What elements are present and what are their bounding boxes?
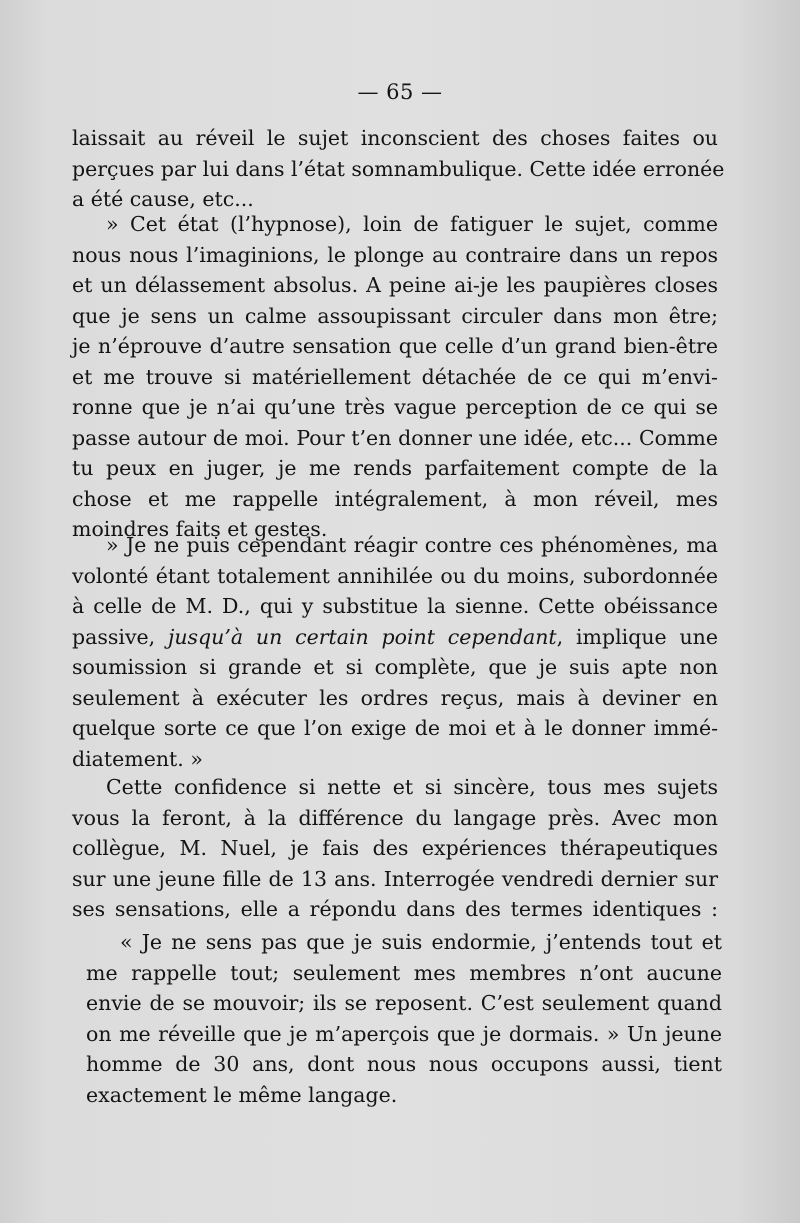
text-line: chose et me rappelle intégralement, à mon réveil, mes <box>72 486 718 511</box>
text-line: a été cause, etc... <box>72 187 254 211</box>
text-line: envie de se mouvoir; ils se reposent. C’est seulement quand <box>86 991 722 1015</box>
text-line: homme de 30 ans, dont nous nous occupons aussi, tient <box>86 1052 722 1076</box>
text-line: soumission si grande et si complète, que je suis apte non <box>72 655 718 679</box>
text-line: nous nous l’imaginions, le plonge au contraire dans un repos <box>72 242 718 267</box>
text-line: je n’éprouve d’autre sensation que celle d’un grand bien-être <box>72 334 718 358</box>
text-line: » Je ne puis cependant réagir contre ces phénomènes, ma <box>106 533 718 557</box>
text-line: que je sens un calme assoupissant circuler dans mon être; <box>72 303 718 328</box>
text-line: exactement le même langage. <box>86 1082 398 1107</box>
text-line: quelque sorte ce que l’on exige de moi et à le donner immé- <box>72 716 718 740</box>
italic-phrase: jusqu’à un certain point cependant <box>167 624 557 649</box>
text-line: perçues par lui dans l’état somnambulique. Cette idée erronée <box>72 156 725 181</box>
text-line: volonté étant totalement annihilée ou du moins, subordonnée <box>72 563 718 588</box>
text-line: tu peux en juger, je me rends parfaitement compte de la <box>72 456 718 480</box>
text-line: » Cet état (l’hypnose), loin de fatiguer le sujet, comme <box>106 212 718 236</box>
paragraph-1 <box>72 123 725 215</box>
page-number: — 65 — <box>357 80 443 104</box>
text-line: collègue, M. Nuel, je fais des expériences thérapeutiques <box>72 836 718 860</box>
text-line: et me trouve si matériellement détachée de ce qui m’envi- <box>72 364 718 389</box>
text-line: passe autour de moi. Pour t’en donner une idée, etc... Comme <box>72 425 718 450</box>
text-run: , implique une <box>556 624 718 649</box>
text-line: moindres faits et gestes. <box>72 517 328 541</box>
text-line: ronne que je n’ai qu’une très vague perception de ce qui se <box>72 395 718 419</box>
text-line: on me réveille que je m’aperçois que je dormais. » Un jeune <box>86 1021 722 1046</box>
paragraph-5 <box>86 927 722 1110</box>
text-line: vous la feront, à la différence du langage près. Avec mon <box>72 805 718 830</box>
text-line: à celle de M. D., qui y substitue la sienne. Cette obéissance <box>72 594 718 618</box>
text-line: laissait au réveil le sujet inconscient des choses faites ou <box>72 126 718 150</box>
text-line: ses sensations, elle a répondu dans des termes identiques : <box>72 897 718 921</box>
paragraph-4 <box>72 772 718 925</box>
paragraph-2 <box>72 209 718 545</box>
text-line: diatement. » <box>72 746 203 771</box>
text-line-with-italic <box>72 622 718 653</box>
text-line: sur une jeune fille de 13 ans. Interrogée vendredi dernier sur <box>72 866 718 891</box>
text-line: me rappelle tout; seulement mes membres n’ont aucune <box>86 960 722 985</box>
paragraph-3 <box>72 530 718 774</box>
text-run: passive, <box>72 624 168 649</box>
text-line: Cette confidence si nette et si sincère, tous mes sujets <box>106 775 718 799</box>
text-line: et un délassement absolus. A peine ai-je les paupières closes <box>72 273 718 297</box>
text-line: « Je ne sens pas que je suis endormie, j’entends tout et <box>120 930 722 954</box>
text-line: seulement à exécuter les ordres reçus, mais à deviner en <box>72 685 718 710</box>
